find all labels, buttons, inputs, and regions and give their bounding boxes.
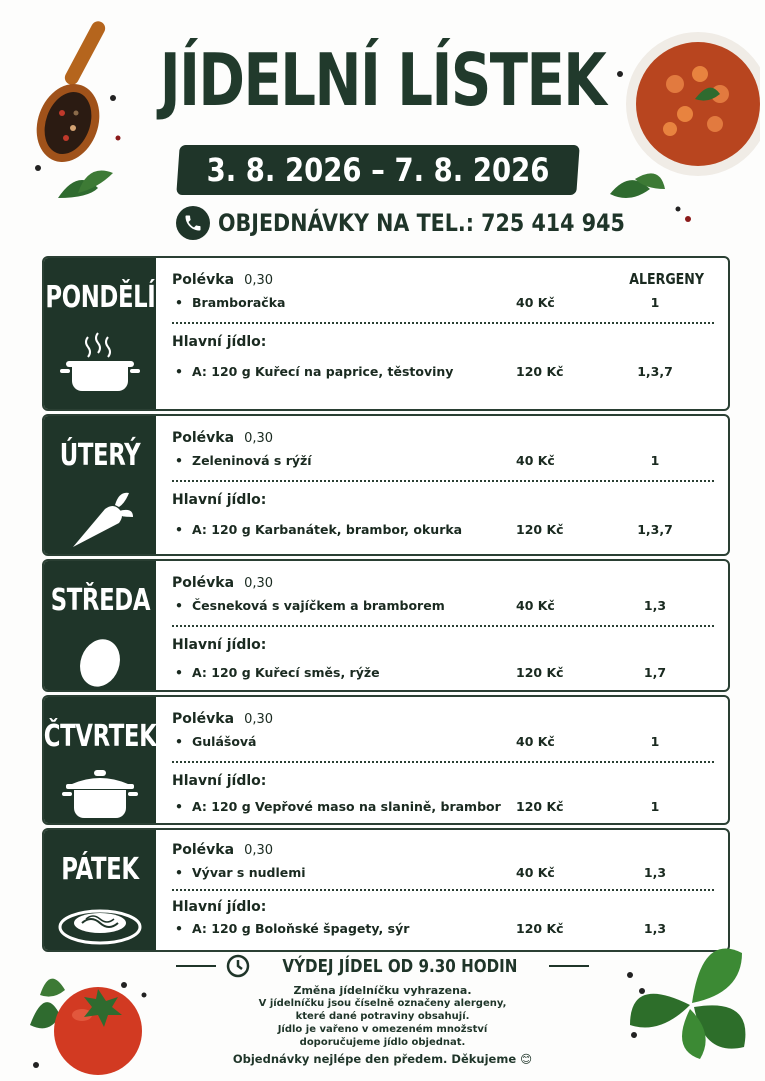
soup-title	[172, 430, 714, 446]
main-name: A: 120 g Vepřové maso na slanině, brambor	[192, 799, 501, 814]
pot-icon	[62, 768, 138, 820]
main-allergens: 1,3,7	[637, 522, 673, 537]
divider	[549, 965, 589, 967]
day-side	[44, 416, 156, 554]
day-body	[156, 697, 728, 823]
day-name: STŘEDA	[50, 583, 150, 618]
soup-name: Česneková s vajíčkem a bramborem	[192, 598, 445, 613]
soup-name: Gulášová	[192, 734, 257, 749]
day-side	[44, 258, 156, 409]
day-body	[156, 258, 728, 409]
main-allergens: 1	[650, 799, 660, 814]
soup-label: Polévka	[172, 272, 235, 288]
main-title: Hlavní jídlo:	[172, 637, 267, 653]
basil-icon	[620, 935, 760, 1065]
soup-name: Bramboračka	[192, 295, 286, 310]
soup-name: Zeleninová s rýží	[192, 453, 312, 468]
main-row: • A: 120 g Vepřové maso na slanině, brambor 120 Kč 1	[172, 799, 714, 814]
soup-row: • Bramboračka 40 Kč 1	[172, 295, 714, 310]
weekly-menu	[42, 256, 730, 955]
main-allergens: 1,3,7	[637, 364, 673, 379]
pot-steam-icon	[60, 329, 140, 393]
clock-icon	[226, 954, 250, 978]
day-side	[44, 697, 156, 823]
allergens-header: ALERGENY	[629, 270, 704, 288]
main-name: A: 120 g Kuřecí směs, rýže	[192, 665, 380, 680]
phone-text: OBJEDNÁVKY NA TEL.: 725 414 945	[218, 209, 625, 237]
main-title: Hlavní jídlo:	[172, 492, 267, 508]
phone-icon	[176, 206, 210, 240]
divider	[172, 322, 714, 324]
day-wednesday	[42, 559, 730, 692]
soup-row: • Česneková s vajíčkem a bramborem 40 Kč 1,3	[172, 598, 714, 613]
footer-note: V jídelníčku jsou číselně označeny alergeny,	[258, 998, 507, 1009]
soup-portion: 0,30	[244, 431, 274, 446]
soup-label: Polévka	[172, 430, 235, 446]
page-title: JÍDELNÍ LÍSTEK	[159, 38, 606, 122]
egg-icon	[70, 632, 130, 690]
carrot-icon	[65, 487, 135, 551]
soup-title	[172, 842, 714, 858]
soup-portion: 0,30	[244, 843, 274, 858]
order-phone	[176, 206, 691, 240]
main-row: • A: 120 g Boloňské špagety, sýr 120 Kč 1,3	[172, 921, 714, 936]
soup-price: 40 Kč	[516, 865, 555, 880]
main-row: • A: 120 g Karbanátek, brambor, okurka 120 Kč 1,3,7	[172, 522, 714, 537]
soup-row: • Vývar s nudlemi 40 Kč 1,3	[172, 865, 714, 880]
day-body	[156, 416, 728, 554]
soup-title	[172, 575, 714, 591]
day-side	[44, 561, 156, 690]
day-name: PÁTEK	[61, 852, 139, 887]
soup-allergens: 1	[650, 734, 660, 749]
divider	[172, 761, 714, 763]
soup-title	[172, 711, 714, 727]
day-name: PONDĚLÍ	[44, 280, 156, 315]
divider	[172, 889, 714, 891]
soup-price: 40 Kč	[516, 295, 555, 310]
main-price: 120 Kč	[516, 364, 564, 379]
main-allergens: 1,7	[643, 665, 667, 680]
day-friday	[42, 828, 730, 952]
footer-note: doporučujeme jídlo objednat.	[299, 1037, 466, 1048]
soup-name: Vývar s nudlemi	[192, 865, 306, 880]
soup-label: Polévka	[172, 575, 235, 591]
soup-allergens: 1,3	[643, 865, 667, 880]
main-price: 120 Kč	[516, 799, 564, 814]
day-monday	[42, 256, 730, 411]
footer-note: Změna jídelníčku vyhrazena.	[293, 984, 472, 997]
main-title: Hlavní jídlo:	[172, 899, 267, 915]
divider	[172, 480, 714, 482]
main-name: A: 120 g Kuřecí na paprice, těstoviny	[192, 364, 454, 379]
soup-label: Polévka	[172, 711, 235, 727]
soup-label: Polévka	[172, 842, 235, 858]
day-name: ÚTERÝ	[59, 438, 141, 473]
pasta-plate-icon	[58, 901, 142, 945]
footer-note: které dané potraviny obsahují.	[295, 1011, 470, 1022]
soup-price: 40 Kč	[516, 453, 555, 468]
day-tuesday	[42, 414, 730, 556]
day-body	[156, 561, 728, 690]
soup-price: 40 Kč	[516, 734, 555, 749]
divider	[176, 965, 216, 967]
soup-portion: 0,30	[244, 712, 274, 727]
tomato-icon	[20, 955, 160, 1075]
footer-thanks: Objednávky nejlépe den předem. Děkujeme 😊	[232, 1052, 533, 1066]
date-range-banner	[176, 145, 579, 195]
day-name: ČTVRTEK	[43, 719, 157, 754]
soup-allergens: 1	[650, 453, 660, 468]
main-name: A: 120 g Karbanátek, brambor, okurka	[192, 522, 463, 537]
serving-text: VÝDEJ JÍDEL OD 9.30 HODIN	[281, 955, 518, 977]
soup-row: • Zeleninová s rýží 40 Kč 1	[172, 453, 714, 468]
main-price: 120 Kč	[516, 921, 564, 936]
soup-portion: 0,30	[244, 576, 274, 591]
main-title: Hlavní jídlo:	[172, 773, 267, 789]
main-price: 120 Kč	[516, 522, 564, 537]
soup-allergens: 1	[650, 295, 660, 310]
soup-portion: 0,30	[244, 273, 274, 288]
soup-price: 40 Kč	[516, 598, 555, 613]
main-row: • A: 120 g Kuřecí na paprice, těstoviny 120 Kč 1,3,7	[172, 364, 714, 379]
main-allergens: 1,3	[643, 921, 667, 936]
footer-note: Jídlo je vařeno v omezeném množství	[277, 1024, 488, 1035]
main-name: A: 120 g Boloňské špagety, sýr	[192, 921, 410, 936]
soup-allergens: 1,3	[643, 598, 667, 613]
day-side	[44, 830, 156, 950]
day-body	[156, 830, 728, 950]
divider	[172, 625, 714, 627]
date-range: 3. 8. 2026 – 7. 8. 2026	[206, 151, 550, 189]
day-thursday	[42, 695, 730, 825]
main-title: Hlavní jídlo:	[172, 334, 267, 350]
main-price: 120 Kč	[516, 665, 564, 680]
soup-row: • Gulášová 40 Kč 1	[172, 734, 714, 749]
main-row: • A: 120 g Kuřecí směs, rýže 120 Kč 1,7	[172, 665, 714, 680]
